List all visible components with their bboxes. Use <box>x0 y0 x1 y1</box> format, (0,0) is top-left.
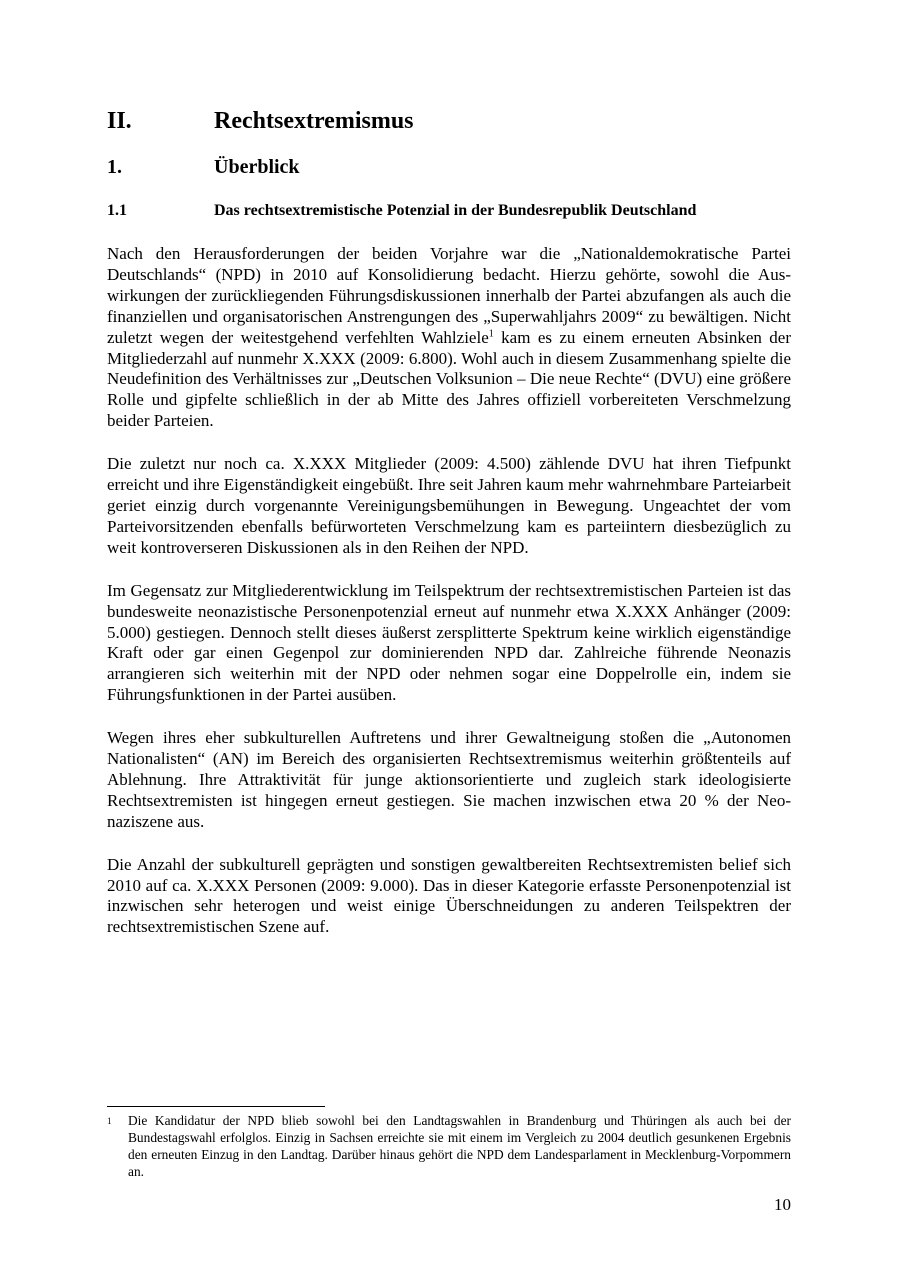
footnote-reference[interactable]: 1 <box>488 327 494 339</box>
subsection-number: 1.1 <box>107 202 127 219</box>
section-title: Überblick <box>214 156 300 178</box>
subsection-heading <box>107 202 696 220</box>
subsection-title: Das rechtsextremistische Potenzial in der Bundesrepublik Deutschland <box>214 202 697 219</box>
page-number: 10 <box>774 1195 791 1214</box>
paragraph-2: Die zuletzt nur noch ca. X.XXX Mitglieder (2009: 4.500) zählende DVU hat ihren Tiefpunkt erreicht und ihre Eigenständigkeit eingebüßt. Ihre seit Jahren kaum mehr wahrnehmbare Parteiarbeit geriet einzig durch vorgenannte Vereinigungsbemühungen in Bewegung. Ungeachtet der vom Parteivorsitzenden ebenfalls befürworteten Verschmelzung kam es parteiintern diesbezüglich zu weit kontroverseren Diskussionen als in den Reihen der NPD. <box>107 454 791 557</box>
body-text <box>107 244 791 960</box>
chapter-title: Rechtsextremismus <box>214 108 414 134</box>
paragraph-5: Die Anzahl der subkulturell geprägten und sonstigen gewaltbereiten Rechtsextremisten belief sich 2010 auf ca. X.XXX Personen (2009: 9.000). Das in dieser Kategorie erfasste Personenpotenzial ist inzwischen sehr heterogen und weist einige Überschneidungen zu anderen Teilspektren der rechtsextremistischen Szene auf. <box>107 854 791 937</box>
footnote-divider <box>107 1106 325 1107</box>
chapter-heading <box>107 108 414 135</box>
footnote-number: 1 <box>107 1116 112 1126</box>
paragraph-4: Wegen ihres eher subkulturellen Auftretens und ihrer Gewaltneigung stoßen die „Autonomen Nationalisten“ (AN) im Bereich des organisierten Rechtsextremismus weiterhin größtenteils auf Ablehnung. Ihre Attraktivität für junge aktionsorientierte und zugleich stark ideologisierte Rechtsextremisten ist hingegen erneut gestiegen. Sie machen inzwischen etwa 20 % der Neonaziszene aus. <box>107 728 791 831</box>
paragraph-1: Nach den Herausforderungen der beiden Vorjahre war die „Nationaldemokratische Partei Deutschlands“ (NPD) in 2010 auf Konsolidierung bedacht. Hierzu gehörte, sowohl die Auswirkungen der zurückliegenden Führungsdiskussionen innerhalb der Partei abzufangen als auch die finanziellen und organisatorischen Anstrengungen des „Superwahljahrs 2009“ zu bewältigen. Nicht zuletzt wegen der weitestgehend verfehlten Wahlziele$^1$ kam es zu einem erneuten Absinken der Mitgliederzahl auf nunmehr X.XXX (2009: 6.800). Wohl auch in diesem Zusammenhang spielte die Neudefinition des Verhältnisses zur „Deutschen Volksunion – Die neue Rechte“ (DVU) eine größere Rolle und gipfelte schließlich in der ab Mitte des Jahres offiziell vorbereiteten Verschmelzung beider Parteien. <box>107 244 791 431</box>
section-number: 1. <box>107 156 122 178</box>
paragraph-3: Im Gegensatz zur Mitgliederentwicklung im Teilspektrum der rechtsextremistischen Parteien ist das bundesweite neonazistische Personenpotenzial erneut auf nunmehr etwa X.XXX Anhänger (2009: 5.000) gestiegen. Dennoch stellt dieses äußerst zersplitterte Spektrum keine wirklich eigenständige Kraft oder gar einen Gegenpol zur dominierenden NPD dar. Zahlreiche führende Neonazis arrangieren sich weiterhin mit der NPD oder nehmen sogar eine Doppelrolle ein, indem sie Führungsfunktionen in der Partei ausüben. <box>107 580 791 705</box>
section-heading <box>107 156 300 179</box>
footnote <box>107 1112 791 1180</box>
footnote-text: Die Kandidatur der NPD blieb sowohl bei den Landtagswahlen in Brandenburg und Thüringen als auch bei der Bundestagswahl erfolglos. Einzig in Sachsen erreichte sie mit einem im Vergleich zu 2004 deutlich gesunkenen Ergebnis den erneuten Einzug in den Landtag. Darüber hinaus gehört die NPD dem Landesparlament in Mecklenburg-Vorpommern an. <box>128 1113 791 1180</box>
chapter-number: II. <box>107 108 132 134</box>
